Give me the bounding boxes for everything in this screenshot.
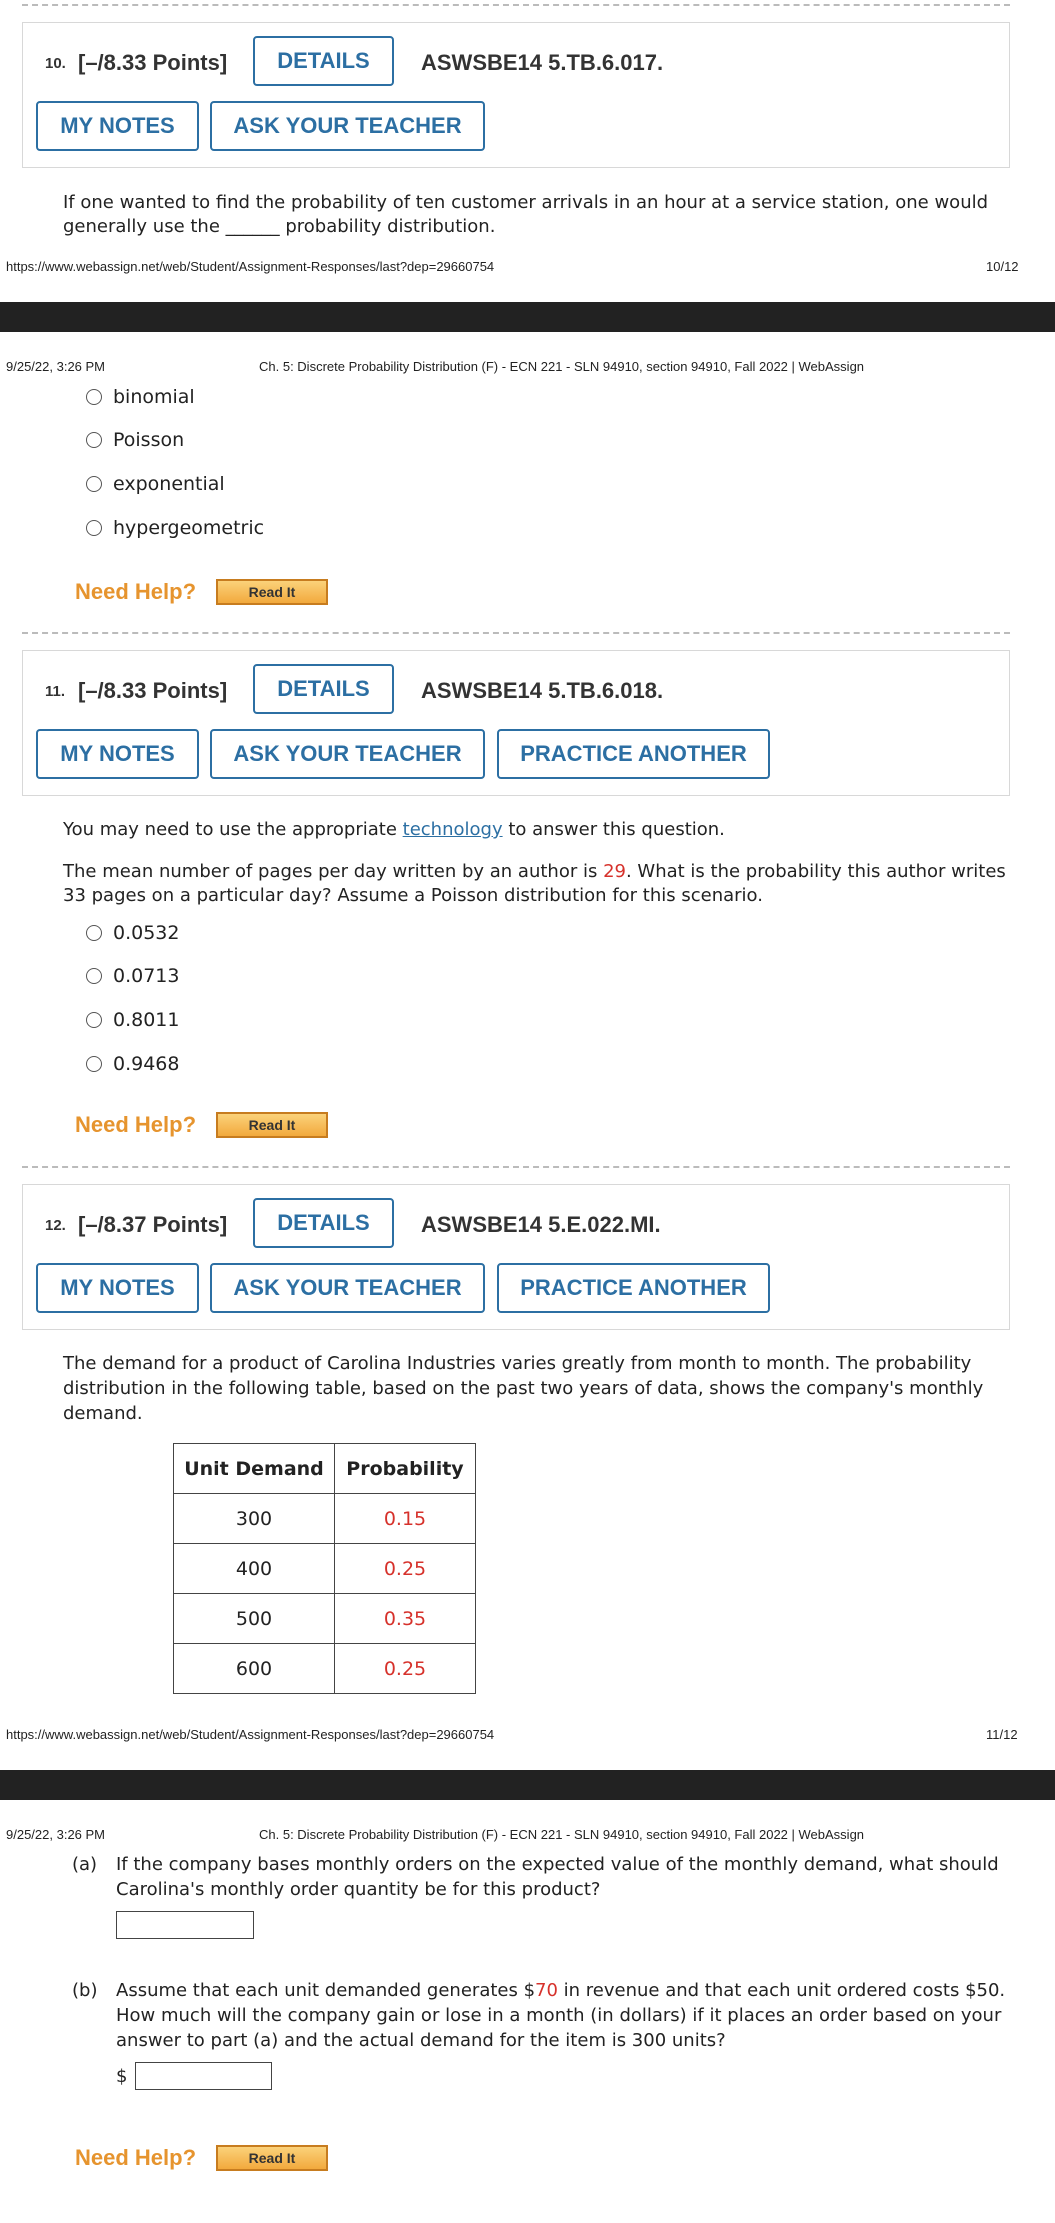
q12-read-it-button[interactable]: Read It	[216, 2145, 328, 2171]
q11-my-notes-button[interactable]: MY NOTES	[36, 729, 199, 779]
dollar-sign: $	[116, 2066, 128, 2087]
part-a-line2: Carolina's monthly order quantity be for this product?	[116, 1879, 601, 1900]
q11-technology-note: You may need to use the appropriate technology to answer this question.	[63, 819, 725, 840]
unit-demand-cell: 600	[174, 1644, 335, 1694]
q10-text-line2: generally use the ______ probability distribution.	[63, 216, 496, 237]
q11-text-line1: The mean number of pages per day written by an author is 29. What is the probability this author writes	[63, 861, 1006, 882]
probability-cell: 0.25	[335, 1644, 476, 1694]
q12-points: [–/8.37 Points]	[78, 1212, 228, 1237]
section-divider	[22, 632, 1010, 634]
unit-demand-cell: 300	[174, 1494, 335, 1544]
q10-code: ASWSBE14 5.TB.6.017.	[421, 50, 664, 75]
demand-table	[173, 1443, 476, 1694]
q12-number: 12.	[45, 1217, 66, 1234]
radio-button[interactable]	[86, 925, 102, 941]
table-row	[174, 1494, 476, 1544]
probability-cell: 0.25	[335, 1544, 476, 1594]
q11-read-it-button[interactable]: Read It	[216, 1112, 328, 1138]
q12-need-help-label: Need Help?	[75, 2145, 197, 2170]
unit-demand-cell: 500	[174, 1594, 335, 1644]
q11-option[interactable]: 0.0713	[86, 965, 179, 987]
part-b-line2: How much will the company gain or lose in a month (in dollars) if it places an order based on your	[116, 2005, 1002, 2026]
q10-option[interactable]: binomial	[86, 386, 195, 408]
q11-mean-value: 29	[603, 861, 626, 882]
q11-number: 11.	[45, 683, 66, 700]
q12-my-notes-button[interactable]: MY NOTES	[36, 1263, 199, 1313]
part-b-line3: answer to part (a) and the actual demand for the item is 300 units?	[116, 2030, 726, 2051]
q11-option[interactable]: 0.9468	[86, 1053, 179, 1075]
table-header: Probability	[335, 1444, 476, 1494]
page-header-datetime: 9/25/22, 3:26 PM	[6, 359, 106, 374]
part-b-label: (b)	[72, 1980, 98, 2001]
radio-button[interactable]	[86, 432, 102, 448]
part-a-answer-input[interactable]	[116, 1911, 254, 1939]
part-a-label: (a)	[72, 1854, 98, 1875]
q11-ask-teacher-button[interactable]: ASK YOUR TEACHER	[210, 729, 485, 779]
unit-demand-cell: 400	[174, 1544, 335, 1594]
q11-option[interactable]: 0.8011	[86, 1009, 179, 1031]
page-footer-number: 10/12	[986, 259, 1019, 274]
q10-ask-teacher-button[interactable]: ASK YOUR TEACHER	[210, 101, 485, 151]
radio-button[interactable]	[86, 520, 102, 536]
page-header-title: Ch. 5: Discrete Probability Distribution (F) - ECN 221 - SLN 94910, section 94910, Fall 2022 | WebAssign	[259, 1827, 865, 1842]
q11-practice-another-button[interactable]: PRACTICE ANOTHER	[497, 729, 770, 779]
table-header-row	[174, 1444, 476, 1494]
q10-my-notes-button[interactable]: MY NOTES	[36, 101, 199, 151]
q10-details-button[interactable]: DETAILS	[253, 36, 394, 86]
q11-text-line2: 33 pages on a particular day? Assume a Poisson distribution for this scenario.	[63, 885, 763, 906]
q12-text-line2: distribution in the following table, based on the past two years of data, shows the company's monthly	[63, 1378, 984, 1399]
page-break	[0, 1770, 1055, 1800]
table-row	[174, 1544, 476, 1594]
q10-option[interactable]: exponential	[86, 473, 225, 495]
radio-button[interactable]	[86, 1056, 102, 1072]
page-footer-number: 11/12	[986, 1727, 1018, 1742]
page-break	[0, 302, 1055, 332]
probability-cell: 0.35	[335, 1594, 476, 1644]
q11-option[interactable]: 0.0532	[86, 922, 179, 944]
part-a-line1: If the company bases monthly orders on the expected value of the monthly demand, what should	[116, 1854, 999, 1875]
q10-points: [–/8.33 Points]	[78, 50, 228, 75]
q12-code: ASWSBE14 5.E.022.MI.	[421, 1212, 661, 1237]
technology-link[interactable]: technology	[402, 819, 503, 840]
q11-points: [–/8.33 Points]	[78, 678, 228, 703]
q12-ask-teacher-button[interactable]: ASK YOUR TEACHER	[210, 1263, 485, 1313]
revenue-value: 70	[535, 1980, 558, 2001]
q10-option[interactable]: Poisson	[86, 429, 184, 451]
radio-button[interactable]	[86, 1012, 102, 1028]
radio-button[interactable]	[86, 389, 102, 405]
q12-practice-another-button[interactable]: PRACTICE ANOTHER	[497, 1263, 770, 1313]
q12-text-line3: demand.	[63, 1403, 143, 1424]
q12-details-button[interactable]: DETAILS	[253, 1198, 394, 1248]
table-header: Unit Demand	[174, 1444, 335, 1494]
q11-need-help-label: Need Help?	[75, 1112, 197, 1137]
table-row	[174, 1594, 476, 1644]
q11-code: ASWSBE14 5.TB.6.018.	[421, 678, 664, 703]
radio-button[interactable]	[86, 968, 102, 984]
probability-cell: 0.15	[335, 1494, 476, 1544]
q10-number: 10.	[45, 55, 66, 72]
page-header-datetime: 9/25/22, 3:26 PM	[6, 1827, 106, 1842]
radio-button[interactable]	[86, 476, 102, 492]
table-row	[174, 1644, 476, 1694]
part-b-line1: Assume that each unit demanded generates $70 in revenue and that each unit ordered costs $50.	[116, 1980, 1006, 2001]
section-divider	[22, 4, 1010, 6]
q10-text-line1: If one wanted to find the probability of ten customer arrivals in an hour at a service station, one would	[63, 192, 989, 213]
q10-need-help-label: Need Help?	[75, 579, 197, 604]
page-footer-url: https://www.webassign.net/web/Student/Assignment-Responses/last?dep=29660754	[6, 259, 495, 274]
q10-option[interactable]: hypergeometric	[86, 517, 264, 539]
q12-text-line1: The demand for a product of Carolina Industries varies greatly from month to month. The probability	[63, 1353, 972, 1374]
q10-read-it-button[interactable]: Read It	[216, 579, 328, 605]
page-footer-url: https://www.webassign.net/web/Student/Assignment-Responses/last?dep=29660754	[6, 1727, 495, 1742]
page-header-title: Ch. 5: Discrete Probability Distribution (F) - ECN 221 - SLN 94910, section 94910, Fall 2022 | WebAssign	[259, 359, 865, 374]
q11-details-button[interactable]: DETAILS	[253, 664, 394, 714]
part-b-answer-input[interactable]	[135, 2062, 272, 2090]
section-divider	[22, 1166, 1010, 1168]
